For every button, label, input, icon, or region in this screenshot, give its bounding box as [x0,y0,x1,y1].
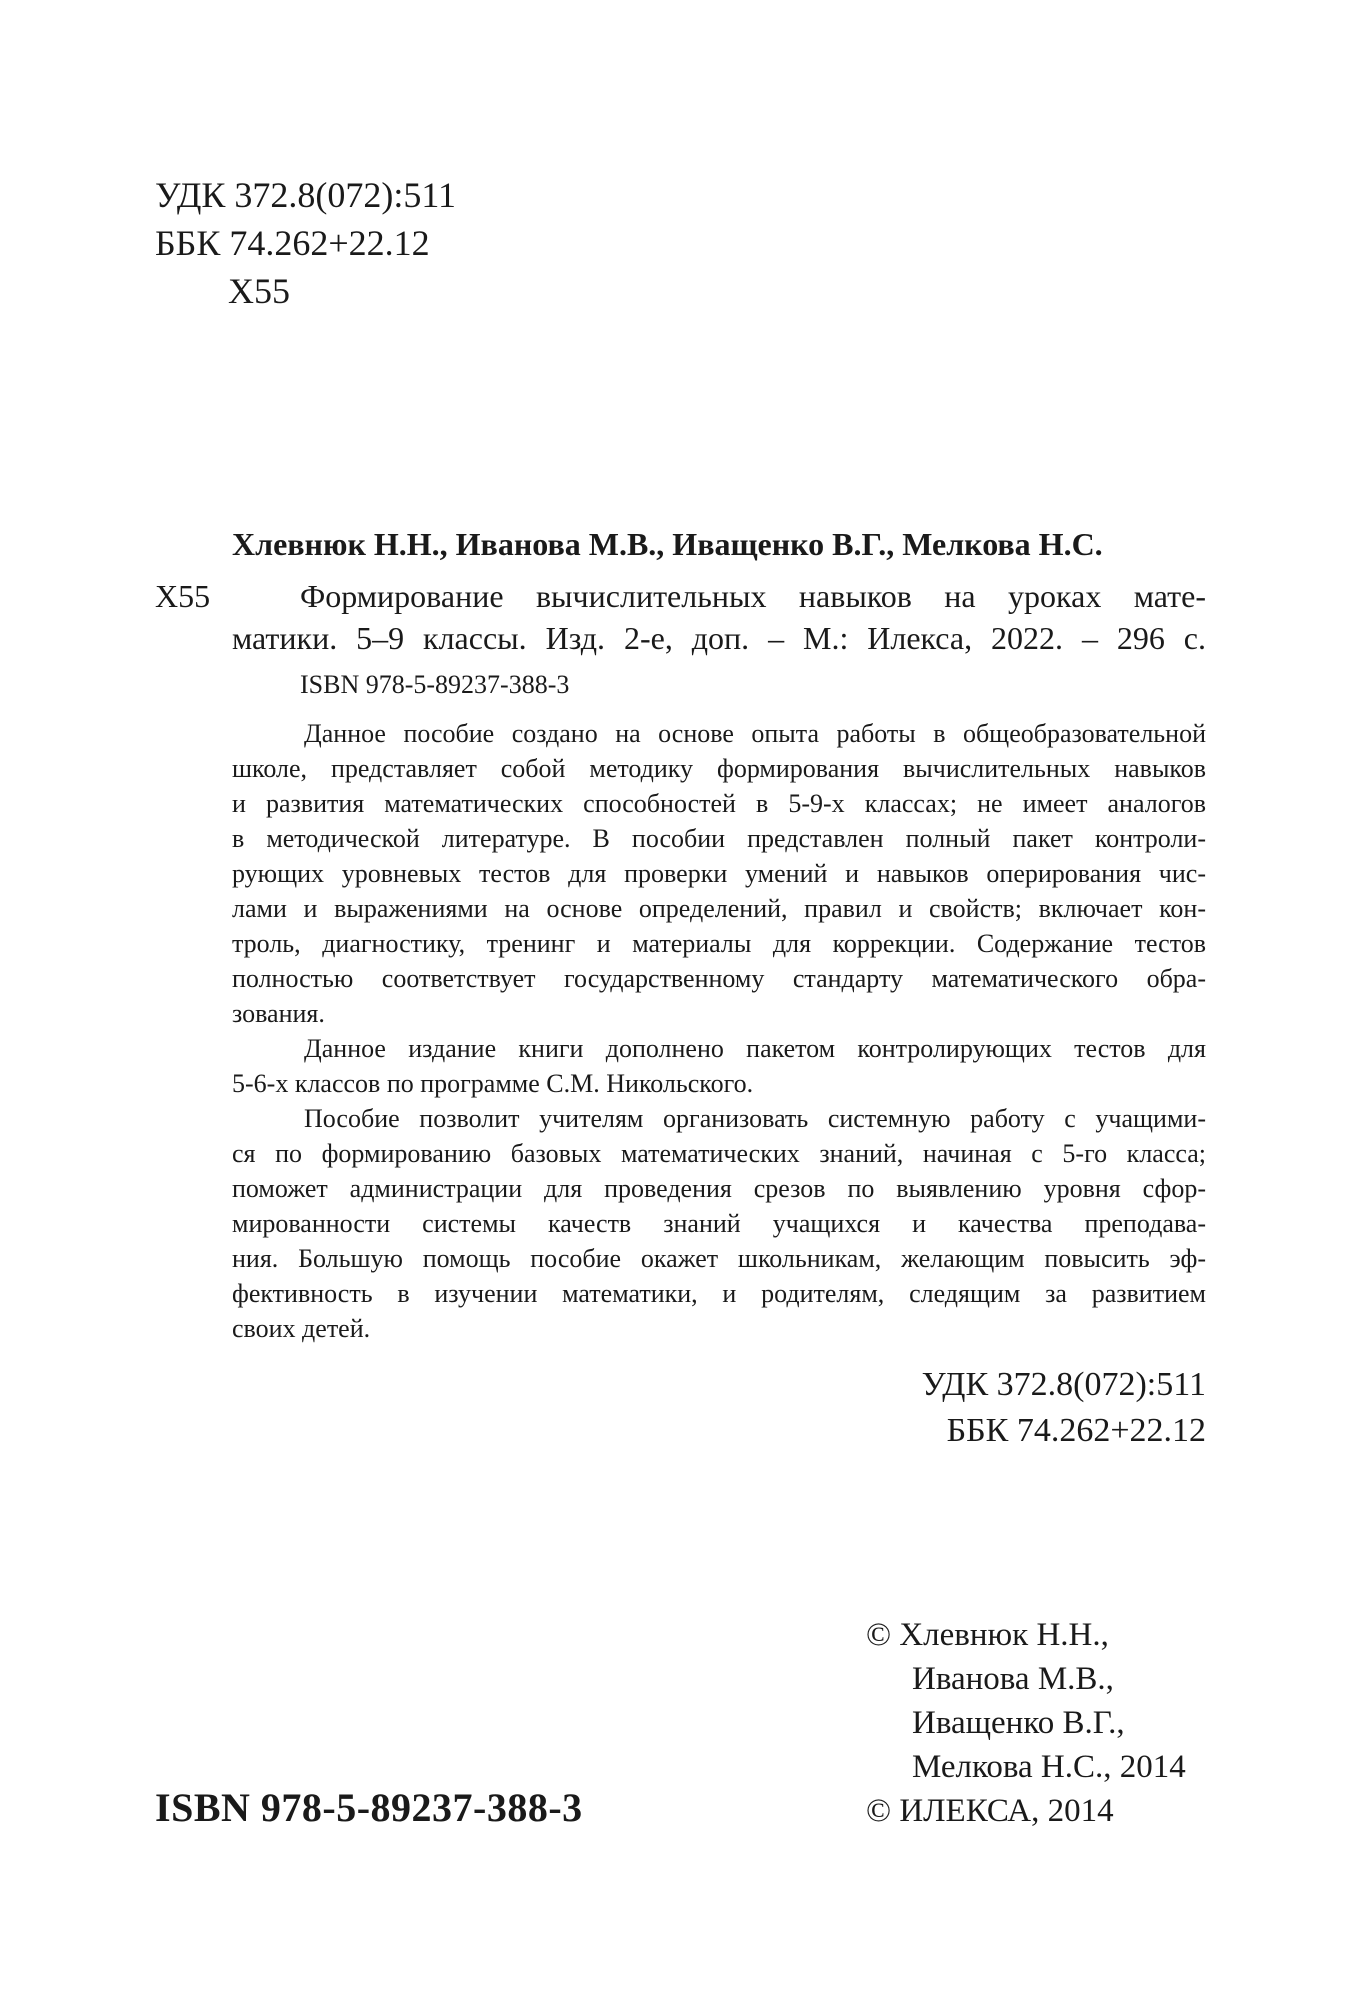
bbk-code-top: ББК 74.262+22.12 [155,223,430,263]
isbn-record: ISBN 978-5-89237-388-3 [300,670,570,699]
abstract-line: мированности системы качеств знаний учащихся и качества преподава- [232,1209,1206,1238]
copyright-line-4: Мелкова Н.С., 2014 [912,1749,1186,1785]
copyright-line-1: © Хлевнюк Н.Н., [866,1617,1109,1653]
udk-code-top: УДК 372.8(072):511 [155,175,457,215]
abstract-line: поможет администрации для проведения срезов по выявлению уровня сфор- [232,1174,1206,1203]
abstract-line: рующих уровневых тестов для проверки умений и навыков оперирования чис- [232,859,1206,888]
abstract-paragraph-2 [232,1031,1206,1101]
abstract-line: лами и выражениями на основе определений, правил и свойств; включает кон- [232,894,1206,923]
abstract-line: своих детей. [232,1314,371,1343]
book-title-line-2: матики. 5–9 классы. Изд. 2-е, доп. – М.: Илекса, 2022. – 296 с. [232,620,1206,656]
copyright-line-5: © ИЛЕКСА, 2014 [866,1793,1114,1829]
isbn-main: ISBN 978-5-89237-388-3 [155,1785,583,1830]
bbk-code-bottom: ББК 74.262+22.12 [946,1412,1206,1449]
author-mark: Х55 [155,578,211,614]
abstract-line: Данное пособие создано на основе опыта работы в общеобразовательной [304,719,1206,748]
abstract-line: в методической литературе. В пособии представлен полный пакет контроли- [232,824,1206,853]
copyright-line-3: Иващенко В.Г., [912,1705,1125,1741]
udk-code-bottom: УДК 372.8(072):511 [921,1366,1206,1403]
abstract [232,716,1206,1346]
abstract-line: 5-6-х классов по программе С.М. Никольского. [232,1069,754,1098]
abstract-line: троль, диагностику, тренинг и материалы для коррекции. Содержание тестов [232,929,1206,958]
abstract-line: и развития математических способностей в 5-9-х классах; не имеет аналогов [232,789,1206,818]
abstract-line: зования. [232,999,325,1028]
author-mark-top: Х55 [228,271,290,311]
authors-line: Хлевнюк Н.Н., Иванова М.В., Иващенко В.Г., Мелкова Н.С. [232,526,1103,562]
abstract-line: полностью соответствует государственному стандарту математического обра- [232,964,1206,993]
abstract-line: ния. Большую помощь пособие окажет школьникам, желающим повысить эф- [232,1244,1206,1273]
copyright-line-2: Иванова М.В., [912,1661,1114,1697]
abstract-paragraph-1 [232,716,1206,1031]
abstract-line: ся по формированию базовых математических знаний, начиная с 5-го класса; [232,1139,1206,1168]
abstract-line: фективность в изучении математики, и родителям, следящим за развитием [232,1279,1206,1308]
book-title-line-1: Формирование вычислительных навыков на уроках мате- [300,578,1206,614]
abstract-line: Данное издание книги дополнено пакетом контролирующих тестов для [304,1034,1206,1063]
abstract-line: Пособие позволит учителям организовать системную работу с учащими- [304,1104,1206,1133]
abstract-line: школе, представляет собой методику формирования вычислительных навыков [232,754,1206,783]
abstract-paragraph-3 [232,1101,1206,1346]
